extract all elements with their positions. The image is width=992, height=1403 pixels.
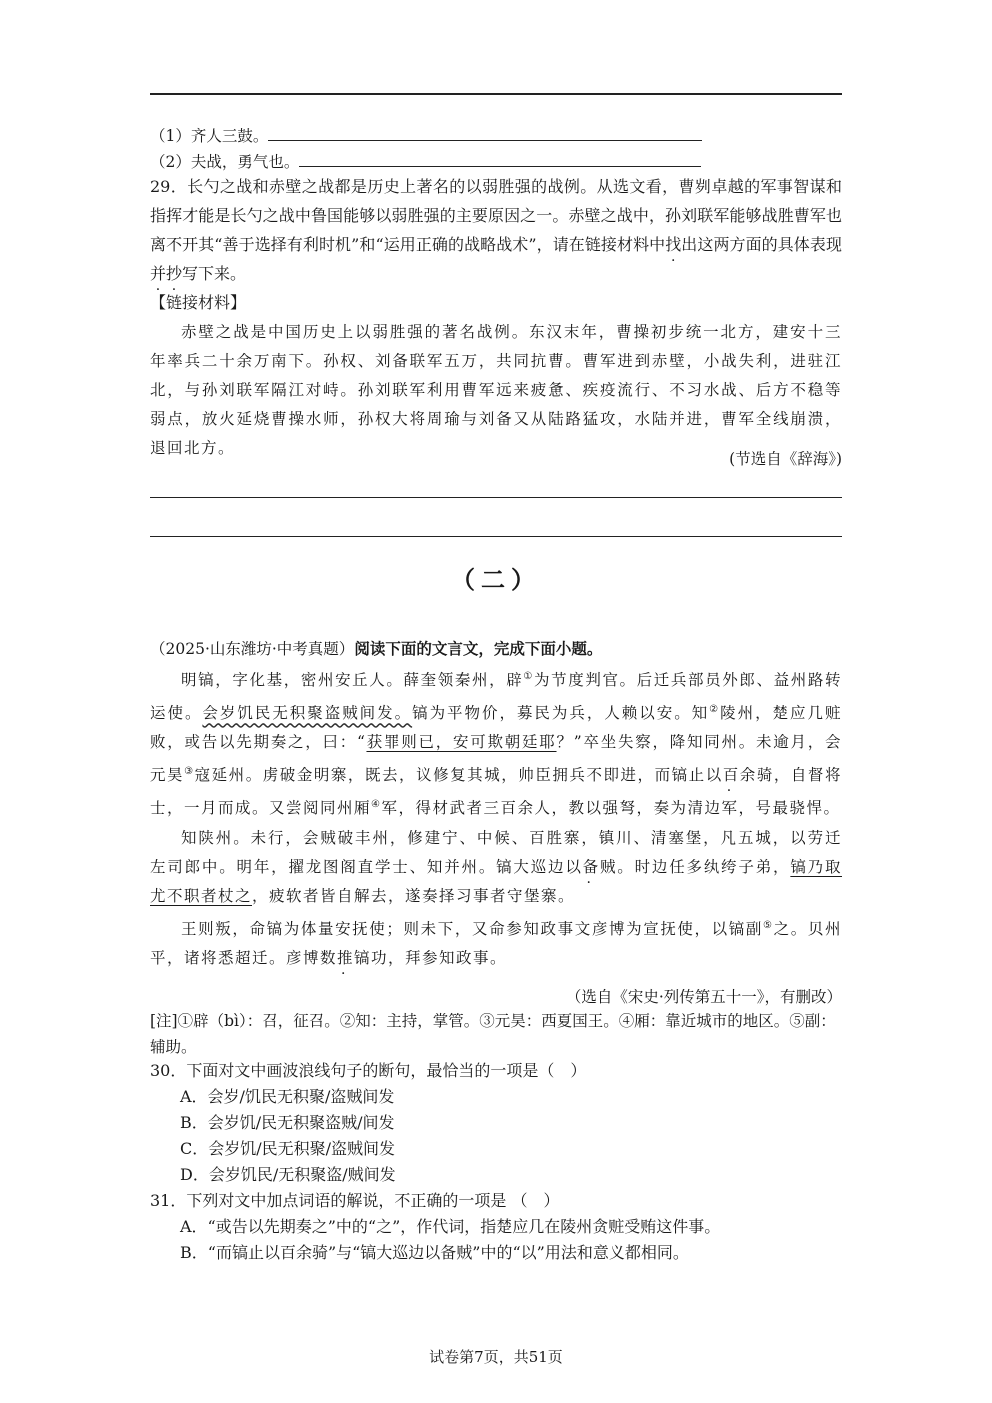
note-marker: ⑤ bbox=[763, 919, 774, 931]
answer-line-1[interactable] bbox=[150, 497, 842, 498]
passage-intro bbox=[150, 637, 602, 659]
passage-text: 寇延州。虏破金明寨，既去，议修复其城，帅臣拥兵不即进，而镐止 bbox=[194, 766, 706, 785]
link-material-paragraph: 赤壁之战是中国历史上以弱胜强的著名战例。东汉末年，曹操初步统一北方，建安十三年率兵二十余万南下。孙权、刘备联军五万，共同抗曹。曹军进到赤壁，小战失利，进驻江北，与孙刘联军隔江对峙。孙刘联军利用曹军远来疲惫、疾疫流行、不习水战、后方不稳等弱点，放火延烧曹操水师，孙权大将周瑜与刘备又从陆路猛攻，水陆并进，曹军全线崩溃，退回北方。 bbox=[150, 323, 842, 457]
note-marker: ④ bbox=[371, 799, 382, 811]
passage-source: （选自《宋史·列传第五十一》，有删改） bbox=[565, 988, 842, 1006]
annotations: [注]①辟（bì）：召，征召。②知：主持，掌管。③元昊：西夏国王。④厢：靠近城市的地区。⑤副：辅助。 bbox=[150, 1012, 836, 1056]
q31-option-b[interactable]: B．“而镐止以百余骑”与“镐大巡边以备贼”中的“以”用法和意义都相同。 bbox=[180, 1243, 689, 1262]
dotted-char: 并 bbox=[150, 264, 167, 283]
passage-paragraph-1 bbox=[150, 662, 842, 824]
passage-text: 之。贝州平，诸将悉超迁。彦博 bbox=[150, 919, 842, 967]
passage-text: 明镐，字化基，密州安丘人。薛奎领秦州，辟 bbox=[181, 671, 524, 690]
blank-item-2 bbox=[150, 150, 701, 172]
dotted-char: 以 bbox=[565, 857, 583, 876]
passage-text: ？”卒坐失察，降知同州。未逾月，会元昊 bbox=[150, 733, 842, 785]
underlined-sentence-1: 获罪则已，安可欺朝廷耶 bbox=[366, 733, 557, 752]
blank-item-1 bbox=[150, 124, 702, 146]
blank-label-1: （1）齐人三鼓。 bbox=[150, 127, 269, 145]
passage-text: 知陕州。未行，会贼破丰州，修建宁、中候、百胜寨，镇川、清塞堡，凡五城，以劳迁左司郎中。明年，擢龙图阁直学士、知并州。镐大巡边 bbox=[150, 828, 842, 876]
exam-source-tag: （2025·山东潍坊·中考真题） bbox=[150, 640, 355, 658]
passage-text: 推镐功，拜参知政事。 bbox=[337, 948, 508, 967]
q30-option-c[interactable]: C．会岁饥/民无积聚/盗贼间发 bbox=[180, 1139, 396, 1158]
passage-text: 王则叛，命镐为体量安抚使；则未下，又命参知政事文彦博为宣抚使，以镐副 bbox=[181, 919, 764, 938]
q29-text-c: 写下来。 bbox=[182, 264, 247, 283]
answer-blank-1[interactable] bbox=[268, 126, 702, 141]
passage-text: ，疲软者皆自解去，遂奏择习事者守堡寨。 bbox=[252, 886, 576, 905]
passage-text: 为节度判官。后迁兵部员外郎、益州路转运使。 bbox=[150, 671, 842, 723]
passage-text: 百余骑，自督将士，一月而成。又尝阅同州厢 bbox=[150, 766, 842, 818]
q31-option-a[interactable]: A．“或告以先期奏之”中的“之”，作代词，指楚应几在陵州贪赃受贿这件事。 bbox=[180, 1217, 721, 1236]
q31-stem: 31．下列对文中加点词语的解说，不正确的一项是 （ ） bbox=[150, 1191, 560, 1210]
page-footer: 试卷第7页，共51页 bbox=[429, 1348, 563, 1366]
passage-paragraph-2 bbox=[150, 824, 842, 911]
q30-option-d[interactable]: D．会岁饥民/无积聚盗/贼间发 bbox=[180, 1165, 396, 1184]
question-31 bbox=[150, 1188, 842, 1266]
q30-option-a[interactable]: A．会岁/饥民无积聚/盗贼间发 bbox=[180, 1087, 395, 1106]
note-marker: ③ bbox=[184, 766, 195, 778]
q29-text-a: 29．长勺之战和赤壁之战都是历史上著名的以弱胜强的战例。从选文看，曹刿卓越的军事智谋和指挥才能是长勺之战中鲁国能够以弱胜强的主要原因之一。赤壁之战中，孙刘联军能够战胜曹军也离不开其“善于选择有利时机”和“运用正确的战略战术”，请在链接材料中 bbox=[150, 177, 842, 254]
passage-text: 军，得材武者三百余人，教以强弩，奏为清边军，号最骁悍。 bbox=[381, 799, 841, 818]
blank-label-2: （2）夫战，勇气也。 bbox=[150, 153, 300, 171]
dotted-char: 数 bbox=[320, 948, 338, 967]
dotted-char: 找 bbox=[665, 235, 682, 254]
note-marker: ② bbox=[709, 704, 721, 716]
q30-stem: 30．下面对文中画波浪线句子的断句，最恰当的一项是（ ） bbox=[150, 1061, 587, 1080]
reading-instruction: 阅读下面的文言文，完成下面小题。 bbox=[354, 640, 603, 658]
wavy-underlined-sentence: 会岁饥民无积聚盗贼间发。 bbox=[202, 704, 413, 723]
underlined-sentence-2: 镐乃取尤不职者杖之 bbox=[150, 857, 842, 905]
link-material-source: (节选自《辞海》) bbox=[729, 450, 842, 468]
link-material-text bbox=[150, 318, 842, 463]
q30-option-b[interactable]: B．会岁饥/民无积聚盗贼/间发 bbox=[180, 1113, 395, 1132]
link-material-heading: 【链接材料】 bbox=[150, 293, 247, 312]
passage-text: 陵州，楚应几赃败，或告以先期奏之，曰：“ bbox=[150, 704, 842, 752]
question-29 bbox=[150, 172, 842, 288]
dotted-char: 抄 bbox=[166, 264, 183, 283]
passage-paragraph-3 bbox=[150, 911, 842, 973]
dotted-char: 以 bbox=[705, 766, 723, 785]
classical-passage bbox=[150, 662, 842, 973]
answer-blank-2[interactable] bbox=[299, 152, 701, 167]
header-rule bbox=[150, 93, 842, 95]
q29-text-b: 出这两方面的具体表现 bbox=[681, 235, 842, 254]
passage-text: 备贼。时边任多纨绔子弟， bbox=[582, 857, 791, 876]
answer-line-2[interactable] bbox=[150, 536, 842, 537]
question-30 bbox=[150, 1058, 842, 1188]
note-marker: ① bbox=[523, 671, 534, 682]
passage-text: 镐为平物价，募民为兵，人赖以安。知 bbox=[412, 704, 710, 723]
section-title: （二） bbox=[451, 565, 541, 594]
